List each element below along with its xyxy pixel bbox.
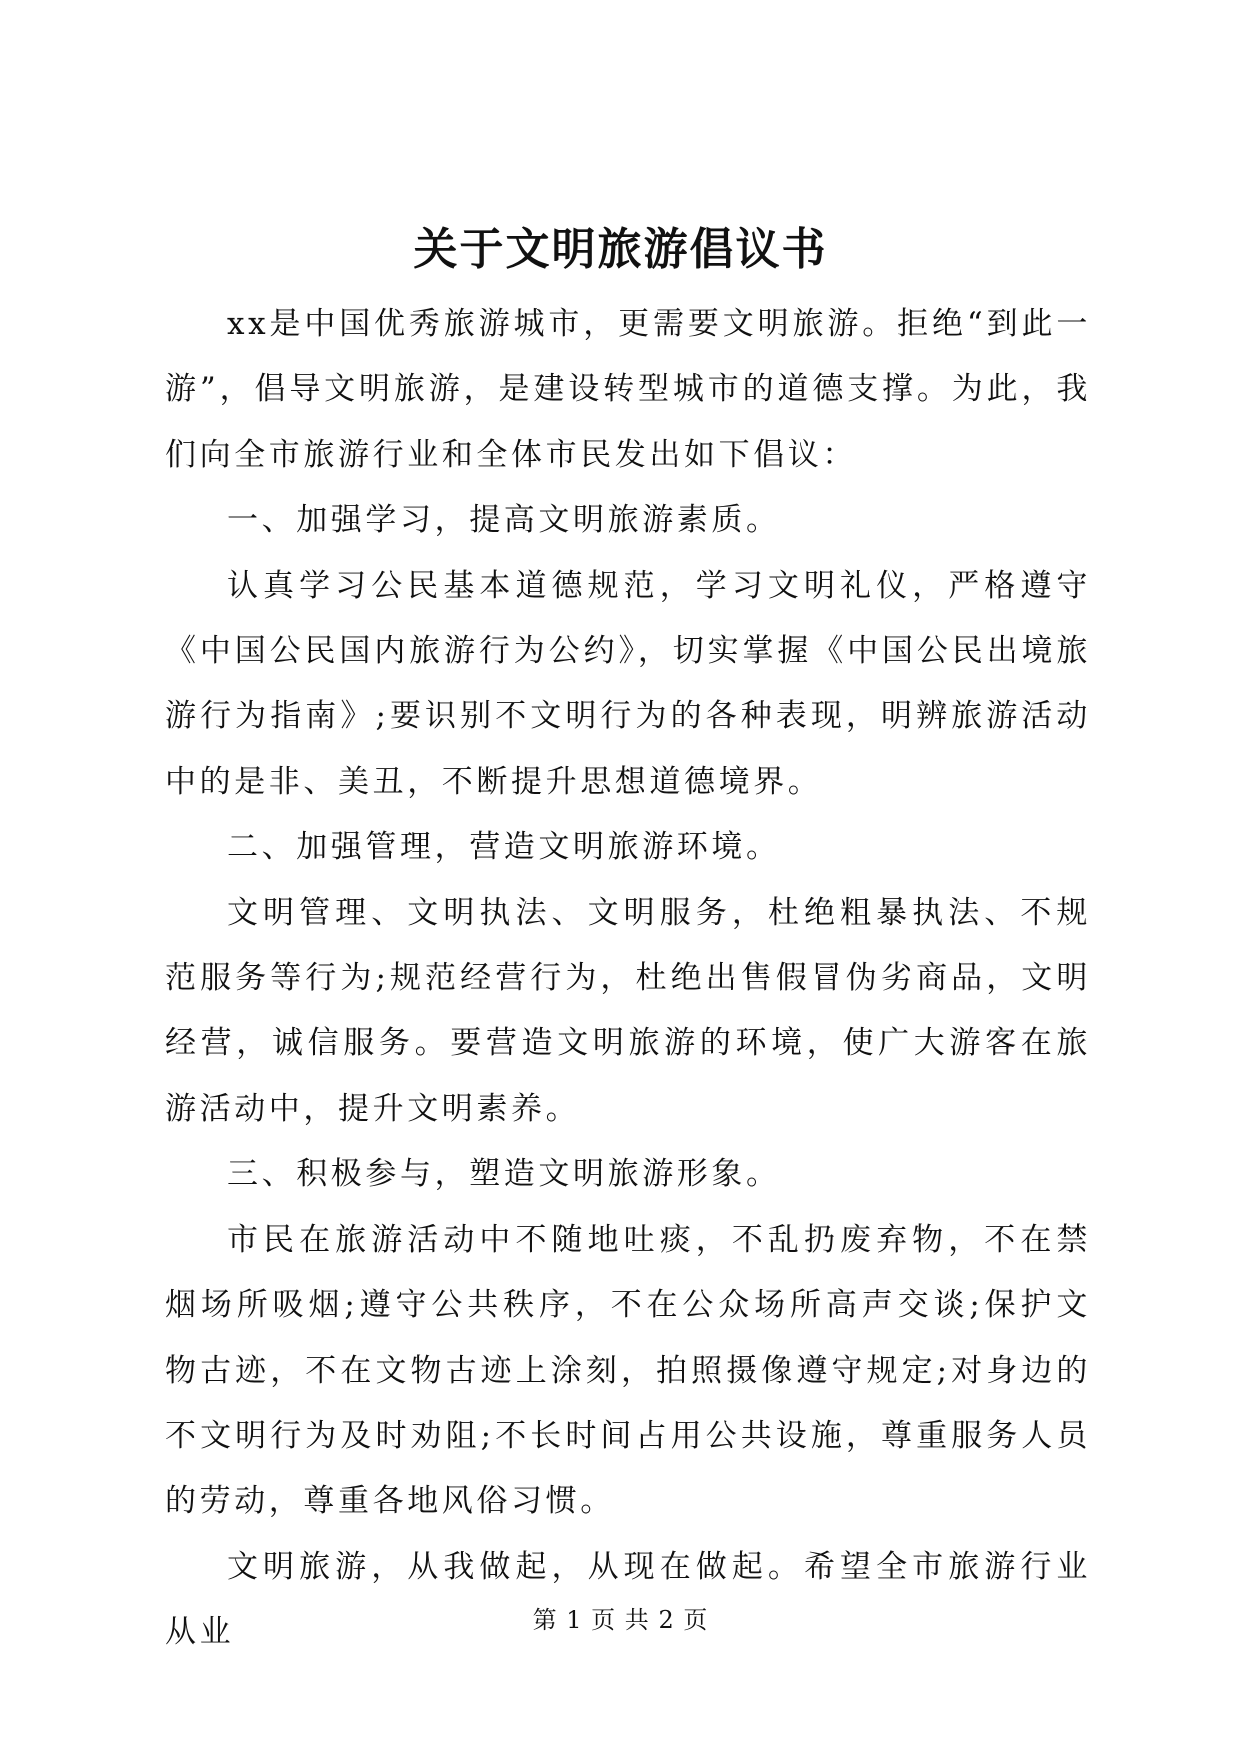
paragraph-heading-2: 二、加强管理，营造文明旅游环境。 — [227, 829, 781, 866]
paragraph-section-1: 认真学习公民基本道德规范，学习文明礼仪，严格遵守《中国公民国内旅游行为公约》，切实掌握《中国公民出境旅游行为指南》;要识别不文明行为的各种表现，明辨旅游活动中的是非、美丑，不断提升思想道德境界。 — [165, 567, 1091, 800]
paragraph-intro: xx是中国优秀旅游城市，更需要文明旅游。拒绝“到此一游”，倡导文明旅游，是建设转型城市的道德支撑。为此，我们向全市旅游行业和全体市民发出如下倡议： — [165, 306, 1091, 473]
paragraph-section-2: 文明管理、文明执法、文明服务，杜绝粗暴执法、不规范服务等行为;规范经营行为，杜绝出售假冒伪劣商品，文明经营，诚信服务。要营造文明旅游的环境，使广大游客在旅游活动中，提升文明素养。 — [165, 894, 1091, 1127]
paragraph-heading-1: 一、加强学习，提高文明旅游素质。 — [227, 502, 781, 539]
paragraph-section-3: 市民在旅游活动中不随地吐痰，不乱扔废弃物，不在禁烟场所吸烟;遵守公共秩序，不在公众场所高声交谈;保护文物古迹，不在文物古迹上涂刻，拍照摄像遵守规定;对身边的不文明行为及时劝阻;不长时间占用公共设施，尊重服务人员的劳动，尊重各地风俗习惯。 — [165, 1221, 1091, 1520]
document-body — [165, 292, 1091, 1666]
page-footer: 第 1 页 共 2 页 — [532, 1606, 709, 1634]
document-title: 关于文明旅游倡议书 — [413, 224, 828, 275]
paragraph-heading-3: 三、积极参与，塑造文明旅游形象。 — [227, 1156, 781, 1193]
paragraph-closing: 文明旅游，从我做起，从现在做起。希望全市旅游行业从业 — [165, 1548, 1091, 1651]
